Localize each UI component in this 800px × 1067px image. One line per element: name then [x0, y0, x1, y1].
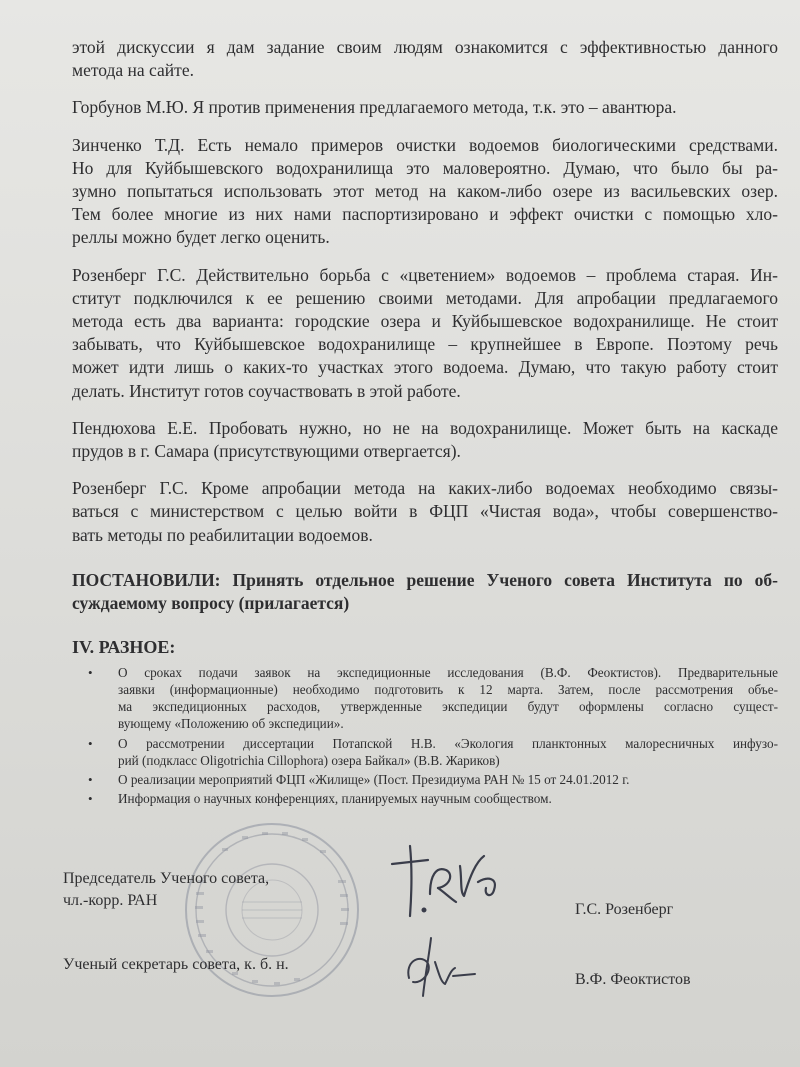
misc-item	[88, 735, 778, 769]
misc-item-line: рий (подкласс Oligotrichia Cillophora) озера Байкал» (В.В. Жариков)	[118, 752, 500, 768]
paragraph-line: прудов в г. Самара (присутствующими отвергается).	[72, 441, 461, 462]
misc-item-line: О реализации мероприятий ФЦП «Жилище» (Пост. Президиума РАН № 15 от 24.01.2012 г.	[118, 772, 630, 788]
misc-item-line: Информация о научных конференциях, планируемых научным сообществом.	[118, 791, 552, 807]
paragraph-line: Пендюхова Е.Е. Пробовать нужно, но не на водохранилище. Может быть на каскаде	[72, 417, 778, 438]
discussion-paragraph	[72, 134, 778, 250]
paragraph-line: Зинченко Т.Д. Есть немало примеров очистки водоемов биологическими средствами.	[72, 134, 778, 155]
misc-item-line: О рассмотрении диссертации Потапской Н.В. «Экология планктонных малоресничных инфузо-	[118, 735, 778, 751]
paragraph-line: этой дискуссии я дам задание своим людям ознакомится с эффективностью данного	[72, 37, 778, 57]
paragraph-line: зумно попытаться использовать этот метод на каком-либо озере из васильевских озер.	[72, 181, 778, 202]
paragraph-line: Тем более многие из них нами паспортизировано и эффект очистки с помощью хло-	[72, 204, 778, 225]
discussion-paragraph	[72, 96, 778, 119]
paragraph-line: забывать, что Куйбышевское водохранилище – крупнейшее в Европе. Поэтому речь	[72, 334, 778, 355]
minutes-body	[72, 36, 778, 809]
paragraph-line: Горбунов М.Ю. Я против применения предлагаемого метода, т.к. это – авантюра.	[72, 97, 677, 118]
discussion-paragraphs	[72, 36, 778, 547]
resolution-line: ПОСТАНОВИЛИ: Принять отдельное решение Ученого совета Института по об-	[72, 569, 778, 590]
paragraph-line: реллы можно будет легко оценить.	[72, 227, 330, 248]
misc-item-line: заявки (информационные) необходимо подготовить к 12 марта. Затем, после рассмотрения объе-	[118, 682, 778, 698]
paragraph-line: метода есть два варианта: городские озера и Куйбышевское водохранилище. Не стоит	[72, 311, 778, 332]
misc-item-line: ма экспедиционных расходов, утвержденные экспедиции будут оформлены согласно сущест-	[118, 699, 778, 715]
secretary-signature	[395, 932, 505, 1002]
misc-item	[88, 664, 778, 733]
discussion-paragraph	[72, 477, 778, 547]
paragraph-line: ститут подключился к ее решению своими методами. Для апробации предлагаемого	[72, 287, 778, 308]
chairman-signature	[380, 836, 530, 926]
chairman-name: Г.С. Розенберг	[575, 901, 674, 918]
bullet-icon: •	[88, 735, 93, 751]
paragraph-line: Розенберг Г.С. Действительно борьба с «цветением» водоемов – проблема старая. Ин-	[72, 264, 778, 285]
misc-list	[72, 664, 778, 808]
chairman-label	[63, 868, 269, 912]
paragraph-line: Но для Куйбышевского водохранилища это маловероятно. Думаю, что было бы ра-	[72, 157, 778, 178]
misc-item-line: О сроках подачи заявок на экспедиционные исследования (В.Ф. Феоктистов). Предварительные	[118, 664, 778, 680]
paragraph-line: делать. Институт готов соучаствовать в этой работе.	[72, 380, 461, 401]
section-title: IV. РАЗНОЕ:	[72, 636, 176, 657]
paragraph-line: Розенберг Г.С. Кроме апробации метода на каких-либо водоемах необходимо связы-	[72, 478, 778, 499]
bullet-icon: •	[88, 772, 93, 788]
chairman-title-line: Председатель Ученого совета,	[63, 870, 270, 887]
paragraph-line: вать методы по реабилитации водоемов.	[72, 524, 373, 545]
resolution-block	[72, 569, 778, 615]
paragraph-line: может идти лишь о каких-то участках этого водоема. Думаю, что такую работу стоит	[72, 357, 778, 378]
misc-item	[88, 771, 778, 788]
secretary-name: В.Ф. Феоктистов	[575, 971, 691, 988]
bullet-icon: •	[88, 791, 93, 807]
discussion-paragraph	[72, 36, 778, 82]
misc-item	[88, 790, 778, 807]
resolution-line: суждаемому вопросу (прилагается)	[72, 592, 350, 613]
discussion-paragraph	[72, 264, 778, 403]
chairman-title-line: чл.-корр. РАН	[63, 892, 158, 909]
secretary-label: Ученый секретарь совета, к. б. н.	[63, 956, 289, 973]
paragraph-line: ваться с министерством с целью войти в ФЦП «Чистая вода», чтобы совершенство-	[72, 501, 778, 522]
misc-item-line: вующему «Положению об экспедиции».	[118, 716, 344, 732]
bullet-icon: •	[88, 664, 93, 680]
paragraph-line: метода на сайте.	[72, 60, 194, 81]
discussion-paragraph	[72, 417, 778, 463]
